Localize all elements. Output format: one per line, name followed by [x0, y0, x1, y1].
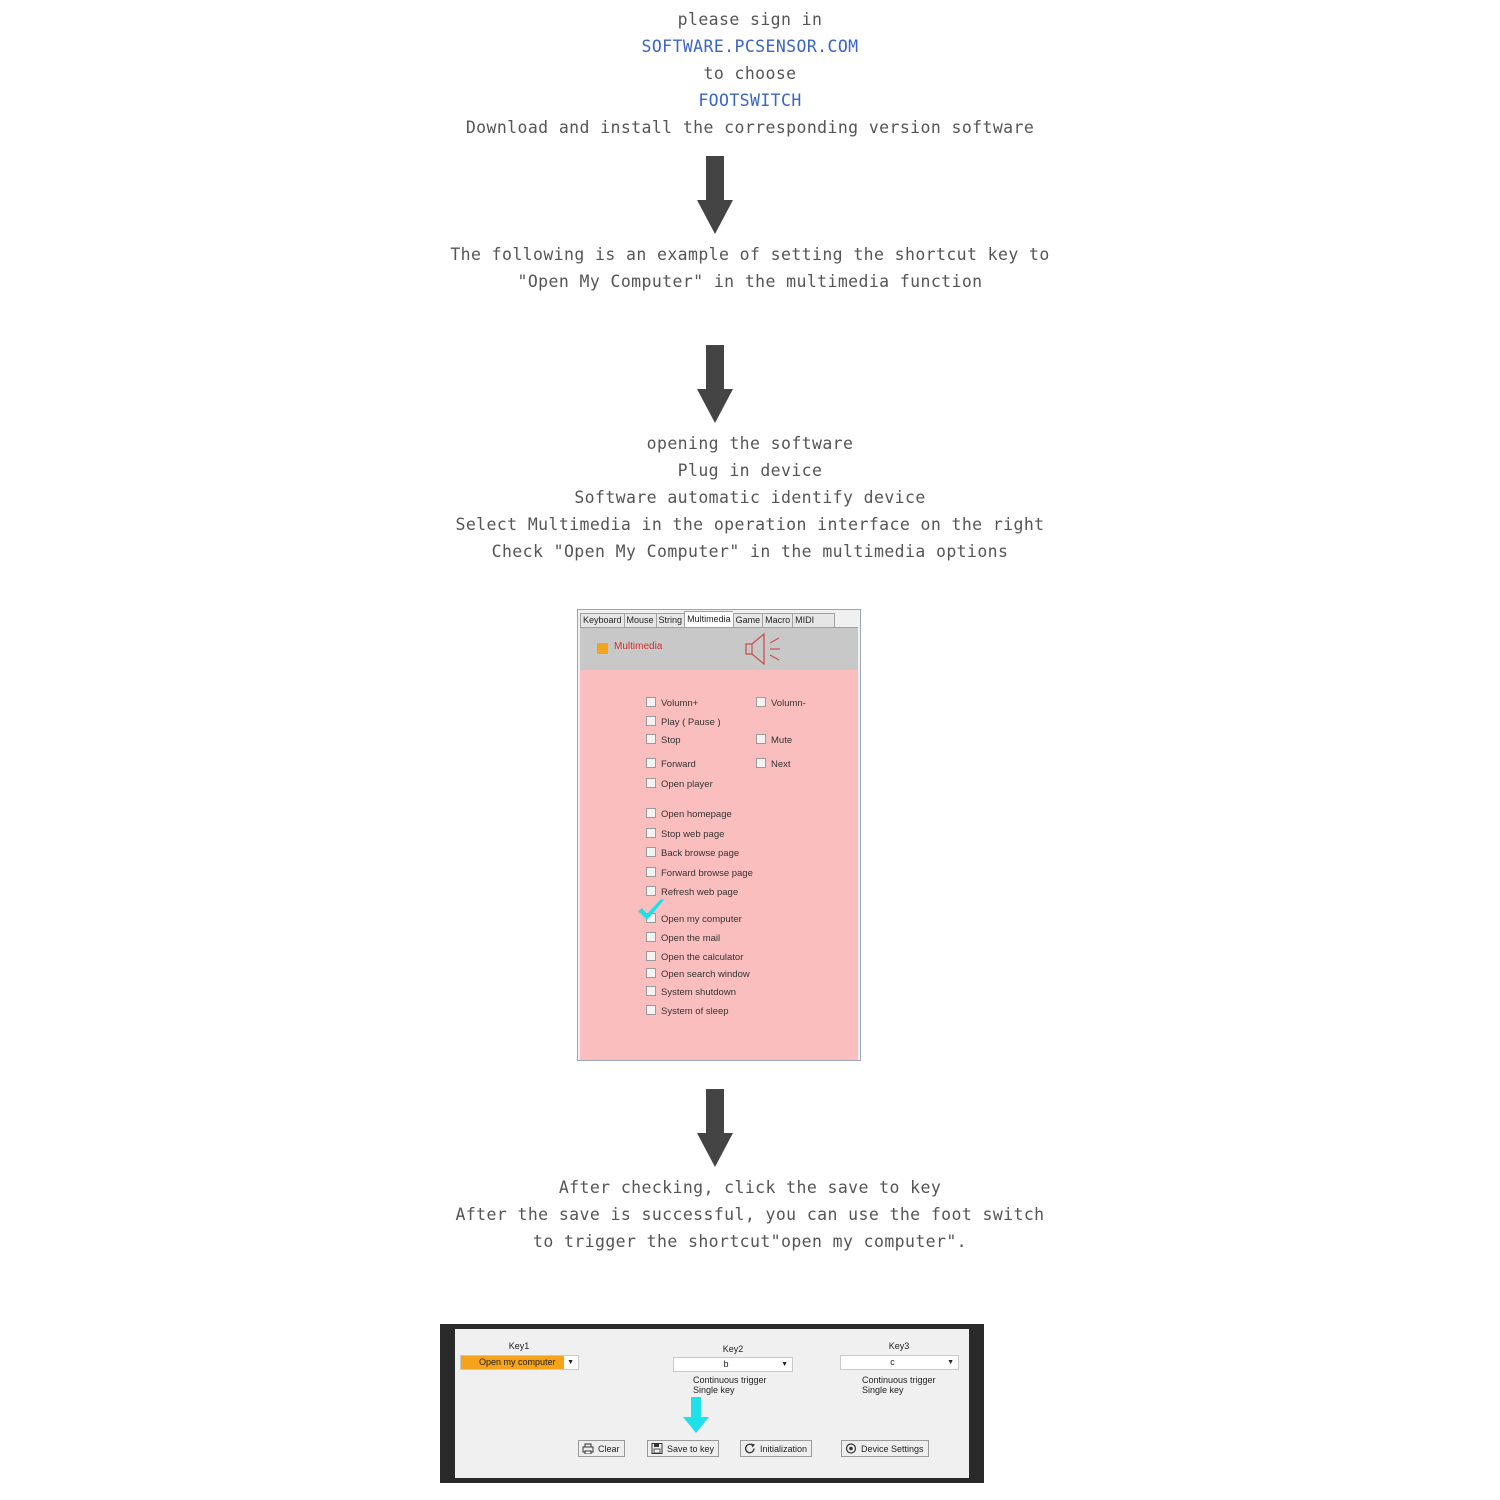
- option-label: Stop: [661, 735, 681, 746]
- option-forward[interactable]: [646, 758, 696, 770]
- option-label: Open the mail: [661, 933, 721, 944]
- category-marker-icon: [597, 643, 608, 654]
- key1-label: Key1: [508, 1341, 530, 1351]
- option-label: System of sleep: [661, 1006, 729, 1017]
- checkbox[interactable]: [646, 734, 656, 744]
- key2-modes: [693, 1375, 767, 1395]
- chevron-down-icon: ▼: [947, 1359, 954, 1366]
- option-label: Stop web page: [661, 829, 725, 840]
- multimedia-settings-window: [577, 609, 861, 1061]
- down-arrow-icon: [697, 156, 733, 234]
- instruction-line: Check "Open My Computer" in the multimedia options: [491, 542, 1009, 561]
- option-open-homepage[interactable]: [646, 808, 732, 820]
- option-open-player[interactable]: [646, 778, 713, 790]
- down-arrow-icon: [697, 345, 733, 423]
- checkbox[interactable]: [646, 867, 656, 877]
- instructions-save: [0, 1174, 1500, 1255]
- tab-midi[interactable]: MIDI: [792, 613, 835, 628]
- multimedia-options-panel: [580, 670, 858, 1060]
- option-label: Mute: [771, 735, 793, 746]
- multimedia-header: [580, 627, 858, 670]
- checkbox[interactable]: [646, 758, 656, 768]
- checkbox[interactable]: [646, 932, 656, 942]
- save-to-key-button[interactable]: [647, 1440, 719, 1457]
- checkbox[interactable]: [646, 697, 656, 707]
- tab-macro[interactable]: Macro: [762, 613, 792, 628]
- instruction-line: please sign in: [677, 10, 823, 29]
- tab-mouse[interactable]: Mouse: [624, 613, 656, 628]
- instruction-line: Download and install the corresponding version software: [465, 118, 1035, 137]
- tab-bar: [580, 611, 835, 626]
- instruction-line: "Open My Computer" in the multimedia function: [517, 272, 983, 291]
- key-config-panel: [455, 1329, 969, 1478]
- option-open-calculator[interactable]: [646, 951, 743, 963]
- option-label: Open the calculator: [661, 952, 744, 963]
- checkbox[interactable]: [646, 986, 656, 996]
- save-to-key-button-label: Save to key: [667, 1444, 715, 1454]
- option-label: Volumn+: [661, 698, 699, 709]
- option-label: Back browse page: [661, 848, 740, 859]
- checkbox[interactable]: [646, 716, 656, 726]
- key2-select[interactable]: [673, 1357, 793, 1372]
- chevron-down-icon: ▼: [781, 1361, 788, 1368]
- key2-value: b: [723, 1359, 729, 1369]
- tab-game[interactable]: Game: [733, 613, 763, 628]
- checkbox[interactable]: [646, 968, 656, 978]
- option-system-sleep[interactable]: [646, 1005, 729, 1017]
- checkbox[interactable]: [756, 697, 766, 707]
- mode-continuous-trigger[interactable]: Continuous trigger: [862, 1375, 936, 1385]
- instructions-open-software: [0, 430, 1500, 565]
- initialization-button[interactable]: [740, 1440, 812, 1457]
- tab-keyboard[interactable]: Keyboard: [580, 613, 624, 628]
- checkbox[interactable]: [646, 886, 656, 896]
- checkmark-icon: [636, 898, 666, 924]
- multimedia-title: Multimedia: [614, 641, 663, 652]
- device-settings-button-label: Device Settings: [861, 1444, 924, 1454]
- footswitch-link[interactable]: FOOTSWITCH: [698, 91, 802, 110]
- key1-select[interactable]: [460, 1355, 579, 1370]
- checkbox[interactable]: [646, 828, 656, 838]
- down-arrow-icon: [697, 1089, 733, 1167]
- option-volume-up[interactable]: [646, 697, 698, 709]
- option-stop-web-page[interactable]: [646, 828, 724, 840]
- pointer-arrow-icon: [683, 1397, 709, 1433]
- instruction-line: opening the software: [646, 434, 854, 453]
- key-config-window: [440, 1324, 984, 1483]
- option-stop[interactable]: [646, 734, 681, 746]
- option-open-mail[interactable]: [646, 932, 720, 944]
- option-label: Volumn-: [771, 698, 806, 709]
- instruction-line: Plug in device: [677, 461, 823, 480]
- option-next[interactable]: [756, 758, 791, 770]
- key1-value: Open my computer: [461, 1356, 564, 1369]
- checkbox[interactable]: [646, 951, 656, 961]
- option-label: Forward: [661, 759, 696, 770]
- instruction-line: Software automatic identify device: [574, 488, 926, 507]
- clear-button[interactable]: [578, 1440, 625, 1457]
- instruction-line: After checking, click the save to key: [558, 1178, 942, 1197]
- option-mute[interactable]: [756, 734, 792, 746]
- option-label: Open player: [661, 779, 713, 790]
- option-label: Forward browse page: [661, 868, 753, 879]
- checkbox[interactable]: [646, 847, 656, 857]
- instruction-line: The following is an example of setting the shortcut key to: [450, 245, 1050, 264]
- chevron-down-icon: ▼: [567, 1359, 574, 1366]
- key2-label: Key2: [722, 1344, 744, 1354]
- tab-multimedia[interactable]: Multimedia: [684, 611, 733, 627]
- floppy-disk-icon: [651, 1443, 663, 1454]
- refresh-icon: [744, 1443, 756, 1454]
- instructions-example: [0, 241, 1500, 295]
- key3-value: c: [890, 1357, 895, 1367]
- checkbox[interactable]: [646, 1005, 656, 1015]
- key3-modes: [862, 1375, 936, 1395]
- tab-string[interactable]: String: [656, 613, 685, 628]
- option-volume-down[interactable]: [756, 697, 806, 709]
- option-label: Open my computer: [661, 914, 742, 925]
- checkbox[interactable]: [646, 778, 656, 788]
- checkbox[interactable]: [646, 808, 656, 818]
- option-label: Play ( Pause ): [661, 717, 721, 728]
- option-label: System shutdown: [661, 987, 736, 998]
- option-forward-browse-page[interactable]: [646, 867, 753, 879]
- speaker-icon: [744, 631, 784, 667]
- option-play-pause[interactable]: [646, 716, 721, 728]
- option-label: Open search window: [661, 969, 750, 980]
- key3-label: Key3: [888, 1341, 910, 1351]
- option-label: Refresh web page: [661, 887, 739, 898]
- initialization-button-label: Initialization: [760, 1444, 808, 1454]
- option-open-search-window[interactable]: [646, 968, 750, 980]
- mode-single-key[interactable]: Single key: [693, 1385, 735, 1395]
- option-system-shutdown[interactable]: [646, 986, 736, 998]
- printer-icon: [582, 1443, 594, 1454]
- mode-single-key[interactable]: Single key: [862, 1385, 904, 1395]
- device-settings-button[interactable]: [841, 1440, 929, 1457]
- option-label: Open homepage: [661, 809, 732, 820]
- checkbox[interactable]: [756, 758, 766, 768]
- settings-icon: [845, 1443, 857, 1454]
- option-refresh-web-page[interactable]: [646, 886, 738, 898]
- instruction-line: After the save is successful, you can use the foot switch: [455, 1205, 1045, 1224]
- instruction-line: to trigger the shortcut"open my computer".: [532, 1232, 968, 1251]
- instructions-download: [0, 6, 1500, 141]
- option-back-browse-page[interactable]: [646, 847, 739, 859]
- instruction-line: Select Multimedia in the operation interface on the right: [455, 515, 1045, 534]
- website-link[interactable]: SOFTWARE.PCSENSOR.COM: [641, 37, 859, 56]
- key3-select[interactable]: [840, 1355, 959, 1370]
- mode-continuous-trigger[interactable]: Continuous trigger: [693, 1375, 767, 1385]
- checkbox[interactable]: [756, 734, 766, 744]
- option-label: Next: [771, 759, 791, 770]
- instruction-line: to choose: [703, 64, 797, 83]
- clear-button-label: Clear: [598, 1444, 620, 1454]
